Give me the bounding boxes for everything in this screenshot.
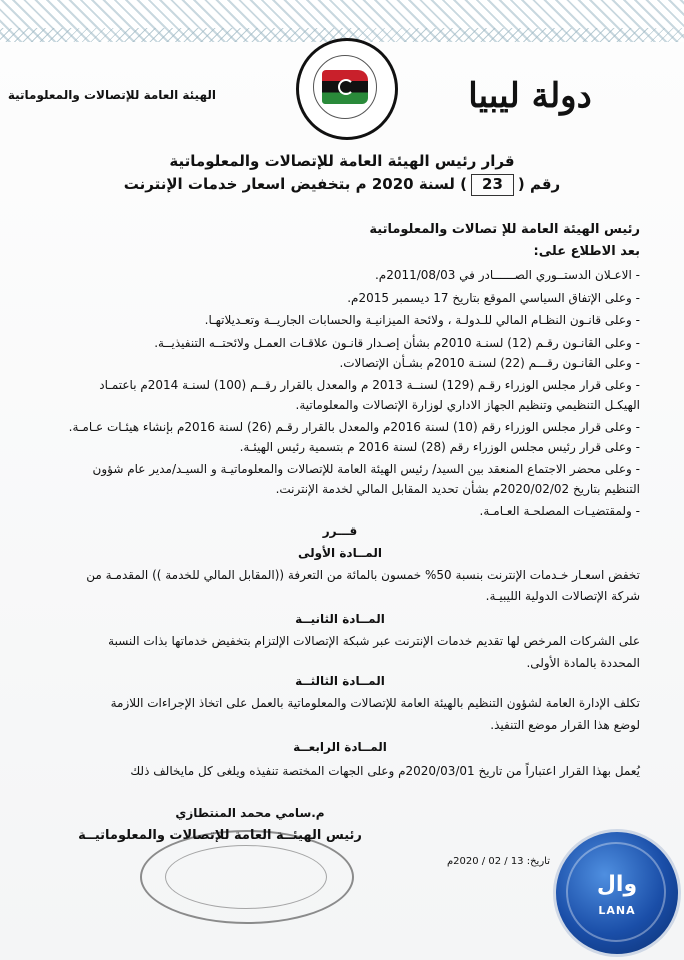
review-item-continued: الهيكـل التنظيمي وتنظيم الجهاز الاداري لوزارة الإتصالات والمعلوماتية. xyxy=(295,398,640,412)
article-1-text: تخفض اسعـار خـدمات الإنترنت بنسبة 50% خمسون بالمائة من التعرفة ((المقابل المالي للخدمة )) المقدمـة من xyxy=(86,568,640,582)
review-item: - وعلى قرار مجلس الوزراء رقـم (129) لسنــة 2013 م والمعدل بالقرار رقــم (100) لسنـة 2014م باعتمـاد xyxy=(99,378,640,392)
review-item: - وعلى قرار مجلس الوزراء رقم (10) لسنة 2016م والمعدل بالقرار رقـم (26) لسنة 2016م بإنشاء هيئـات عـامـة. xyxy=(68,420,640,434)
after-review-heading: بعد الاطلاع على: xyxy=(533,244,640,259)
article-4-text: يُعمل بهذا القرار اعتباراً من تاريخ 2020/03/01م وعلى الجهات المختصة تنفيذه ويلغى كل مايخالف ذلك xyxy=(130,764,640,778)
article-3-text: لوضع هذا القرار موضع التنفيذ. xyxy=(490,718,640,732)
lana-logo-arabic: وال xyxy=(596,872,638,897)
review-item: - وعلى القانـون رقـم (12) لسنـة 2010م بشأن إصـدار قانـون علاقـات العمـل ولائحتــه التنفيذيــة. xyxy=(154,336,640,350)
decorative-top-border xyxy=(0,0,684,42)
decision-title: قرار رئيس الهيئة العامة للإتصالات والمعلوماتية xyxy=(169,152,515,170)
article-4-title: المــادة الرابعــة xyxy=(293,740,387,754)
article-1-text: شركة الإتصالات الدولية الليبيـة. xyxy=(485,589,640,603)
review-item: - ولمقتضيـات المصلحـة العـامـة. xyxy=(479,504,640,518)
review-item-continued: التنظيم بتاريخ 2020/02/02م بشأن تحديد المقابل المالي لخدمة الإنترنت. xyxy=(275,482,640,496)
signatory-title: رئيس الهيئــة العامة للإتصالات والمعلوماتيــة xyxy=(78,828,362,843)
issuer-line: رئيس الهيئة العامة للإ تصالات والمعلوماتية xyxy=(369,222,640,237)
review-item: - الاعـلان الدستــوري الصــــــادر في 2011/08/03م. xyxy=(374,268,640,282)
review-item: - وعلى قرار رئيس مجلس الوزراء رقم (28) لسنة 2016 م بتسمية رئيس الهيئـة. xyxy=(239,440,640,454)
lana-logo xyxy=(553,829,681,957)
review-item: - وعلى الإتفاق السياسي الموقع بتاريخ 17 ديسمبر 2015م. xyxy=(347,291,640,305)
official-stamp-inner xyxy=(165,845,327,909)
review-item: - وعلى القانـون رقـــم (22) لسنـة 2010م بشـأن الإتصالات. xyxy=(339,356,640,370)
article-3-title: المــادة الثالثــة xyxy=(295,674,385,688)
article-1-title: المــادة الأولى xyxy=(298,546,382,560)
article-2-text: على الشركات المرخص لها تقديم خدمات الإنترنت عبر شبكة الإتصالات الإلتزام بتخفيض خدماتها بذات النسبة xyxy=(108,634,640,648)
article-2-text: المحددة بالمادة الأولى. xyxy=(526,656,640,670)
decision-number: 23 xyxy=(471,174,514,196)
article-3-text: تكلف الإدارة العامة لشؤون التنظيم بالهيئة العامة للإتصالات والمعلوماتية بالعمل على اتخاذ الإجراءات اللازمة xyxy=(110,696,640,710)
lana-logo-text: LANA xyxy=(598,904,636,917)
review-item: - وعلى قانـون النظـام المالي للـدولـة ، ولائحة الميزانيـة والحسابات الجاريــة وتعـديلاتهـا. xyxy=(204,313,640,327)
authority-seal-logo xyxy=(296,38,398,140)
decision-subtitle: رقم (23) لسنة 2020 م بتخفيض اسعار خدمات الإنترنت xyxy=(100,174,584,196)
article-2-title: المــادة الثانيــة xyxy=(295,612,385,626)
org-name: الهيئة العامة للإتصالات والمعلوماتية xyxy=(7,88,216,102)
state-name-logo: دولة ليبيا xyxy=(468,76,592,116)
libya-map-icon xyxy=(313,55,377,119)
crescent-icon xyxy=(338,79,354,95)
document-date: تاريخ: 13 / 02 / 2020م xyxy=(446,856,550,867)
signatory-name: م.سامي محمد المنتطازي xyxy=(175,806,325,820)
review-item: - وعلى محضر الاجتماع المنعقد بين السيد/ رئيس الهيئة العامة للإتصالات والمعلوماتيـة و السيـد/مدير عام شؤون xyxy=(92,462,640,476)
decides-heading: قـــرر xyxy=(322,524,358,538)
